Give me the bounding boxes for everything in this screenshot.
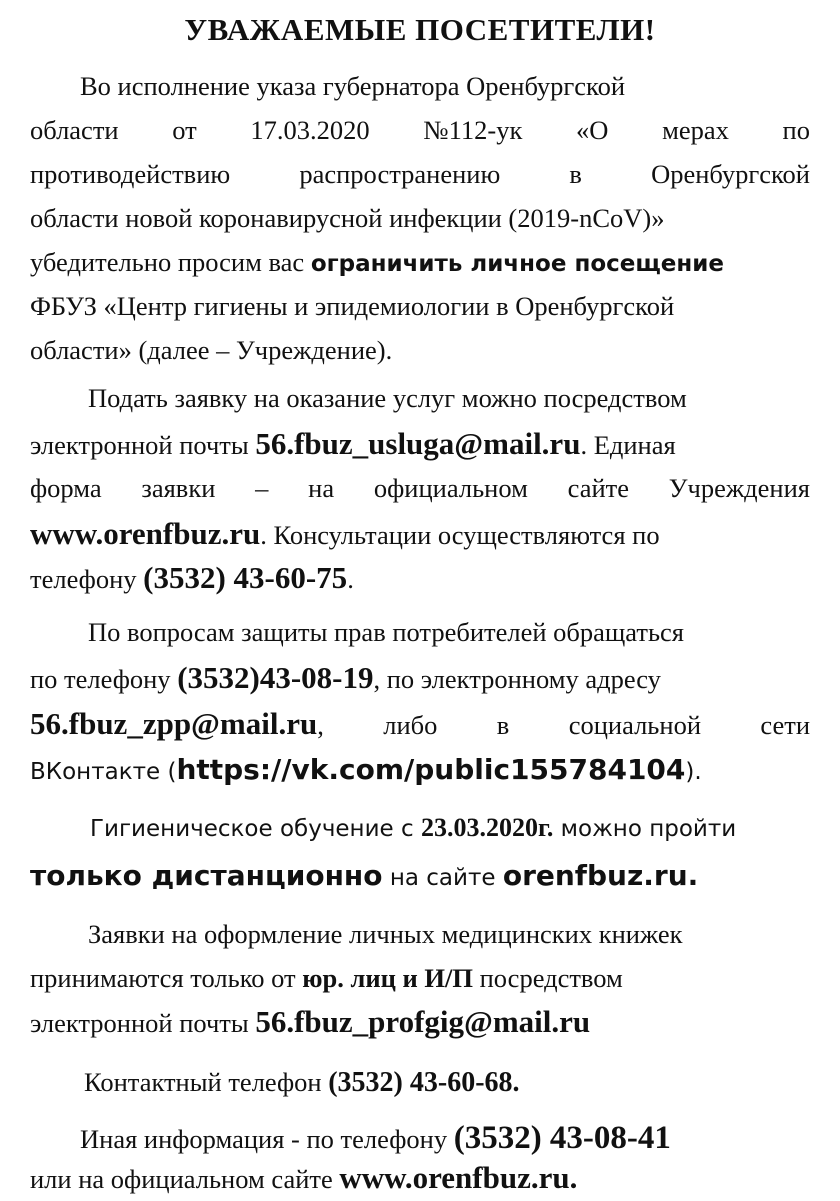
email-profgig-link[interactable]: 56.fbuz_profgig@mail.ru	[255, 1004, 591, 1039]
text: .	[347, 564, 354, 594]
word: на	[308, 473, 335, 503]
p1-line3	[30, 152, 810, 196]
emphasis-restrict-visits: ограничить личное посещение	[310, 251, 725, 277]
legal-entities-emphasis: юр. лиц и И/П	[302, 963, 473, 993]
word: мерах	[662, 115, 729, 145]
p3-line4	[30, 748, 810, 792]
p5-line2	[30, 956, 810, 1000]
word: от	[172, 115, 197, 145]
p2-line1: Подать заявку на оказание услуг можно посредством	[88, 383, 687, 413]
p1-line1: Во исполнение указа губернатора Оренбургской	[80, 71, 626, 101]
text: посредством	[472, 963, 623, 993]
word: Оренбургской	[651, 159, 810, 189]
p1-line4: области новой коронавирусной инфекции (2019-nCoV)»	[30, 203, 665, 233]
text: ВКонтакте (	[30, 759, 177, 785]
email-zpp-link[interactable]: 56.fbuz_zpp@mail.ru	[30, 706, 318, 741]
word: либо	[383, 710, 438, 740]
text: или на официальном сайте	[30, 1164, 340, 1194]
p2-line4	[30, 512, 810, 556]
consumer-rights-phone[interactable]: (3532)43-08-19	[177, 660, 374, 695]
p2-line3	[30, 466, 810, 510]
consult-phone[interactable]: (3532) 43-60-75	[143, 560, 348, 595]
word: №112-ук	[423, 115, 523, 145]
text: электронной почты	[30, 430, 256, 460]
text: телефону	[30, 564, 144, 594]
p4-line2	[30, 854, 810, 898]
p7-line1	[80, 1116, 810, 1160]
word: –	[255, 473, 269, 503]
official-site-link[interactable]: www.orenfbuz.ru.	[339, 1160, 578, 1195]
word: Учреждения	[668, 473, 810, 503]
text: убедительно просим вас	[30, 247, 311, 277]
word: форма	[30, 473, 102, 503]
text: электронной почты	[30, 1008, 256, 1038]
word: области	[30, 115, 119, 145]
vk-link[interactable]: https://vk.com/public155784104	[176, 753, 686, 786]
training-site-link[interactable]: orenfbuz.ru.	[502, 859, 699, 892]
text: , по электронному адресу	[373, 664, 661, 694]
p1-line2	[30, 108, 810, 152]
remote-only-emphasis: только дистанционно	[30, 859, 383, 892]
contact-phone[interactable]: (3532) 43-60-68.	[328, 1067, 520, 1098]
p2-line5	[30, 556, 810, 600]
p2-line2	[30, 422, 810, 466]
text: по телефону	[30, 664, 178, 694]
text: можно пройти	[553, 816, 737, 842]
word: социальной	[568, 710, 701, 740]
p1-line5	[30, 240, 810, 284]
text: . Консультации осуществляются по	[260, 520, 660, 550]
training-date: 23.03.2020г.	[420, 813, 554, 842]
word: в	[569, 159, 582, 189]
text: принимаются только от	[30, 963, 303, 993]
p3-line3	[30, 702, 810, 746]
text: ,	[317, 710, 324, 740]
p3-line2	[30, 656, 810, 700]
p1-line7: области» (далее – Учреждение).	[30, 335, 393, 365]
text: ).	[685, 759, 702, 785]
p4-line1	[90, 806, 810, 850]
text: Гигиеническое обучение с	[90, 816, 421, 842]
word: сайте	[567, 473, 629, 503]
info-phone[interactable]: (3532) 43-08-41	[453, 1120, 671, 1156]
word: «О	[576, 115, 609, 145]
word: 17.03.2020	[250, 115, 370, 145]
text: . Единая	[580, 430, 676, 460]
p1-line6: ФБУЗ «Центр гигиены и эпидемиологии в Оренбургской	[30, 291, 675, 321]
word: распространению	[299, 159, 501, 189]
p5-line1: Заявки на оформление личных медицинских книжек	[88, 919, 683, 949]
p6-line1	[84, 1060, 810, 1104]
p5-line3	[30, 1000, 810, 1044]
word: сети	[760, 710, 811, 740]
word: официальном	[373, 473, 528, 503]
p7-line2	[30, 1156, 810, 1200]
text: Иная информация - по телефону	[80, 1124, 454, 1154]
website-link[interactable]: www.orenfbuz.ru	[30, 516, 261, 551]
word: заявки	[141, 473, 216, 503]
word: по	[782, 115, 810, 145]
p3-line1: По вопросам защиты прав потребителей обращаться	[88, 617, 684, 647]
page-title: УВАЖАЕМЫЕ ПОСЕТИТЕЛИ!	[184, 12, 656, 47]
word: в	[496, 710, 510, 740]
text: Контактный телефон	[84, 1067, 329, 1097]
word: противодействию	[30, 159, 231, 189]
email-usluga-link[interactable]: 56.fbuz_usluga@mail.ru	[255, 426, 581, 461]
text: на сайте	[382, 865, 503, 891]
